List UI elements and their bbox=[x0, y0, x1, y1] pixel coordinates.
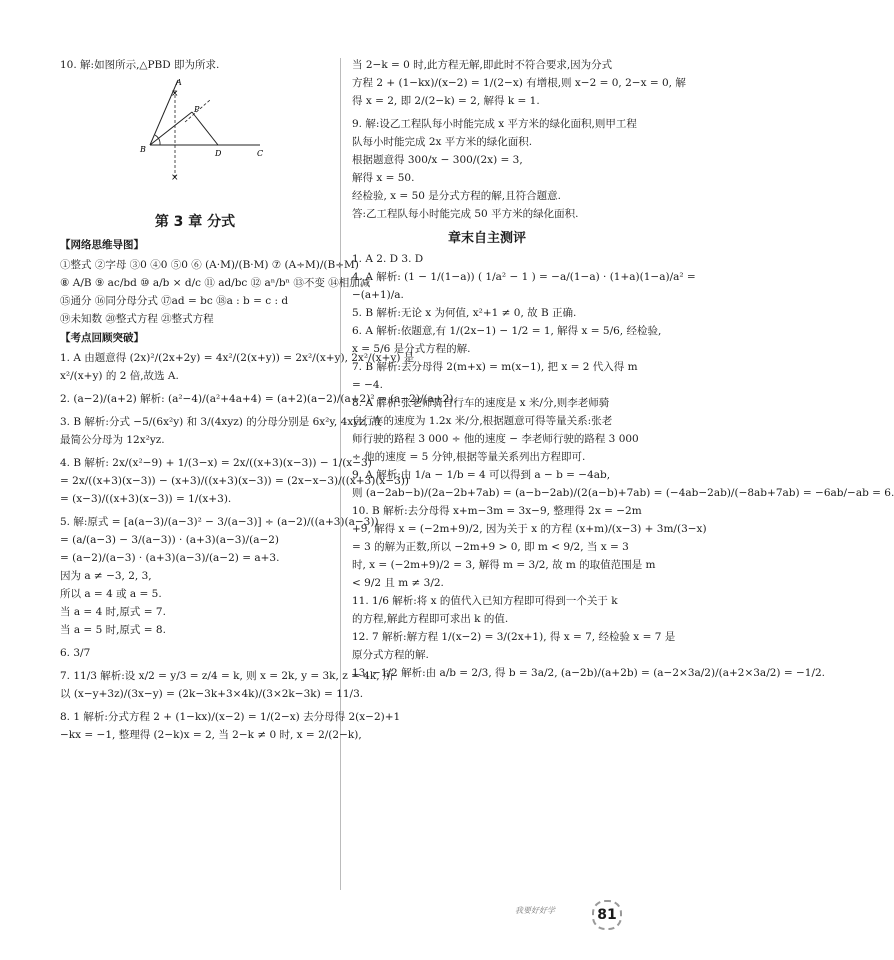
answer-line: 8. A 解析:张老师骑自行车的速度是 x 米/分,则李老师骑 bbox=[352, 397, 610, 409]
mindmap-line: ⑧ A/B ⑨ ac/bd ⑩ a/b × d/c ⑪ ad/bc ⑫ aⁿ/bⁿ ⑬不变 ⑭相加减 bbox=[60, 277, 371, 289]
answer-line: 经检验, x = 50 是分式方程的解,且符合题意. bbox=[352, 190, 561, 202]
footer-slogan: 我要好好学 bbox=[515, 906, 555, 915]
answer-line: 6. A 解析:依题意,有 1/(2x−1) − 1/2 = 1, 解得 x = 5/6, 经检验, bbox=[352, 325, 662, 337]
answer-line: 6. 3/7 bbox=[60, 647, 91, 659]
answer-line: = −4. bbox=[352, 379, 383, 391]
answer-line: 11. 1/6 解析:将 x 的值代入已知方程即可得到一个关于 k bbox=[352, 595, 618, 607]
answer-line: 原分式方程的解. bbox=[352, 649, 429, 661]
answer-line: 方程 2 + (1−kx)/(x−2) = 1/(2−x) 有增根,则 x−2 = 0, 2−x = 0, 解 bbox=[352, 77, 686, 89]
answer-line: 13. −1/2 解析:由 a/b = 2/3, 得 b = 3a/2, (a−2b)/(a+2b) = (a−2×3a/2)/(a+2×3a/2) = −1/2. bbox=[352, 667, 826, 679]
answer-line: 12. 7 解析:解方程 1/(x−2) = 3/(2x+1), 得 x = 7, 经检验 x = 7 是 bbox=[352, 631, 676, 643]
answer-line: 的方程,解此方程即可求出 k 的值. bbox=[352, 613, 509, 625]
column-divider bbox=[340, 58, 341, 890]
answer-line: 当 a = 4 时,原式 = 7. bbox=[60, 606, 166, 618]
answer-line: 最简公分母为 12x²yz. bbox=[60, 434, 165, 446]
chapter-title: 第 3 章 分式 bbox=[154, 214, 236, 230]
answer-line: 9. 解:设乙工程队每小时能完成 x 平方米的绿化面积,则甲工程 bbox=[352, 118, 637, 130]
answer-line: 1. A 2. D 3. D bbox=[352, 253, 424, 265]
answer-line: −(a+1)/a. bbox=[352, 289, 404, 301]
answer-line: 10. B 解析:去分母得 x+m−3m = 3x−9, 整理得 2x = −2m bbox=[352, 505, 642, 517]
answer-line: = 2x/((x+3)(x−3)) − (x+3)/((x+3)(x−3)) = (2x−x−3)/((x+3)(x−3)) bbox=[60, 475, 410, 487]
answer-line: −kx = −1, 整理得 (2−k)x = 2, 当 2−k ≠ 0 时, x = 2/(2−k), bbox=[60, 729, 362, 741]
answer-line: 所以 a = 4 或 a = 5. bbox=[60, 588, 162, 600]
svg-text:×: × bbox=[171, 89, 179, 99]
answer-line: x = 5/6 是分式方程的解. bbox=[352, 343, 471, 355]
mindmap-line: ⑮通分 ⑯同分母分式 ⑰ad = bc ⑱a : b = c : d bbox=[60, 295, 289, 307]
answer-line: 7. 11/3 解析:设 x/2 = y/3 = z/4 = k, 则 x = 2k, y = 3k, z = 4k, 所 bbox=[60, 670, 394, 682]
label-c: C bbox=[257, 149, 264, 158]
answer-line: 9. A 解析:由 1/a − 1/b = 4 可以得到 a − b = −4ab, bbox=[352, 469, 611, 481]
review-tag: 【考点回顾突破】 bbox=[60, 332, 144, 344]
answer-line: 2. (a−2)/(a+2) 解析: (a²−4)/(a²+4a+4) = (a+2)(a−2)/(a+2)² = (a−2)/(a+2). bbox=[60, 393, 457, 405]
page-number: 81 bbox=[592, 900, 622, 930]
geometry-figure bbox=[130, 80, 280, 200]
answer-line: 8. 1 解析:分式方程 2 + (1−kx)/(x−2) = 1/(2−x) 去分母得 2(x−2)+1 bbox=[60, 711, 401, 723]
mindmap-line: ⑲未知数 ⑳整式方程 ㉑整式方程 bbox=[60, 313, 214, 325]
answer-line: 师行驶的路程 3 000 ÷ 他的速度 − 李老师行驶的路程 3 000 bbox=[352, 433, 639, 445]
answer-line: x²/(x+y) 的 2 倍,故选 A. bbox=[60, 370, 179, 382]
label-d: D bbox=[215, 149, 222, 158]
answer-line: 4. B 解析: 2x/(x²−9) + 1/(3−x) = 2x/((x+3)(x−3)) − 1/(x−3) bbox=[60, 457, 372, 469]
right-column bbox=[352, 58, 894, 684]
answer-line: 队每小时能完成 2x 平方米的绿化面积. bbox=[352, 136, 533, 148]
answer-line: < 9/2 且 m ≠ 3/2. bbox=[352, 577, 444, 589]
answer-line: ÷ 他的速度 = 5 分钟,根据等量关系列出方程即可. bbox=[352, 451, 586, 463]
label-a: A bbox=[176, 78, 182, 87]
mindmap-tag: 【网络思维导图】 bbox=[60, 239, 144, 251]
answer-line: 当 a = 5 时,原式 = 8. bbox=[60, 624, 166, 636]
answer-line: 得 x = 2, 即 2/(2−k) = 2, 解得 k = 1. bbox=[352, 95, 540, 107]
answer-line: 根据题意得 300/x − 300/(2x) = 3, bbox=[352, 154, 523, 166]
label-b: B bbox=[140, 145, 146, 154]
answer-line: 以 (x−y+3z)/(3x−y) = (2k−3k+3×4k)/(3×2k−3k) = 11/3. bbox=[60, 688, 364, 700]
answer-line: 答:乙工程队每小时能完成 50 平方米的绿化面积. bbox=[352, 208, 579, 220]
answer-line: 解得 x = 50. bbox=[352, 172, 415, 184]
section-title: 章末自主测评 bbox=[447, 231, 526, 246]
answer-line: 当 2−k = 0 时,此方程无解,即此时不符合要求,因为分式 bbox=[352, 59, 613, 71]
answer-line: 1. A 由题意得 (2x)²/(2x+2y) = 4x²/(2(x+y)) = 2x²/(x+y), 2x²/(x+y) 是 bbox=[60, 352, 415, 364]
mindmap-line: ①整式 ②字母 ③0 ④0 ⑤0 ⑥ (A·M)/(B·M) ⑦ (A÷M)/(B÷M) bbox=[60, 259, 359, 271]
answer-line: 5. 解:原式 = [a(a−3)/(a−3)² − 3/(a−3)] ÷ (a−2)/((a+3)(a−3)) bbox=[60, 516, 379, 528]
answer-line: 7. B 解析:去分母得 2(m+x) = m(x−1), 把 x = 2 代入得 m bbox=[352, 361, 638, 373]
answer-line: 4. A 解析: (1 − 1/(1−a)) ( 1/a² − 1 ) = −a/(1−a) · (1+a)(1−a)/a² = bbox=[352, 271, 696, 283]
answer-line: 5. B 解析:无论 x 为何值, x²+1 ≠ 0, 故 B 正确. bbox=[352, 307, 577, 319]
answer-line: = (x−3)/((x+3)(x−3)) = 1/(x+3). bbox=[60, 493, 232, 505]
label-p: P bbox=[194, 105, 200, 114]
answer-line: = (a/(a−3) − 3/(a−3)) · (a+3)(a−3)/(a−2) bbox=[60, 534, 280, 546]
answer-line: +9, 解得 x = (−2m+9)/2, 因为关于 x 的方程 (x+m)/(x−3) + 3m/(3−x) bbox=[352, 523, 707, 535]
answer-line: = 3 的解为正数,所以 −2m+9 > 0, 即 m < 9/2, 当 x = 3 bbox=[352, 541, 629, 553]
answer-line: 时, x = (−2m+9)/2 = 3, 解得 m = 3/2, 故 m 的取值范围是 m bbox=[352, 559, 656, 571]
answer-line: 则 (a−2ab−b)/(2a−2b+7ab) = (a−b−2ab)/(2(a−b)+7ab) = (−4ab−2ab)/(−8ab+7ab) = −6ab/−ab = 6. bbox=[352, 487, 894, 499]
answer-line: 因为 a ≠ −3, 2, 3, bbox=[60, 570, 152, 582]
q10-text: 10. 解:如图所示,△PBD 即为所求. bbox=[60, 59, 220, 71]
svg-text:×: × bbox=[171, 173, 179, 183]
answer-line: 自行车的速度为 1.2x 米/分,根据题意可得等量关系:张老 bbox=[352, 415, 613, 427]
answer-line: = (a−2)/(a−3) · (a+3)(a−3)/(a−2) = a+3. bbox=[60, 552, 280, 564]
answer-line: 3. B 解析:分式 −5/(6x²y) 和 3/(4xyz) 的分母分别是 6x²y, 4xyz, 故 bbox=[60, 416, 382, 428]
